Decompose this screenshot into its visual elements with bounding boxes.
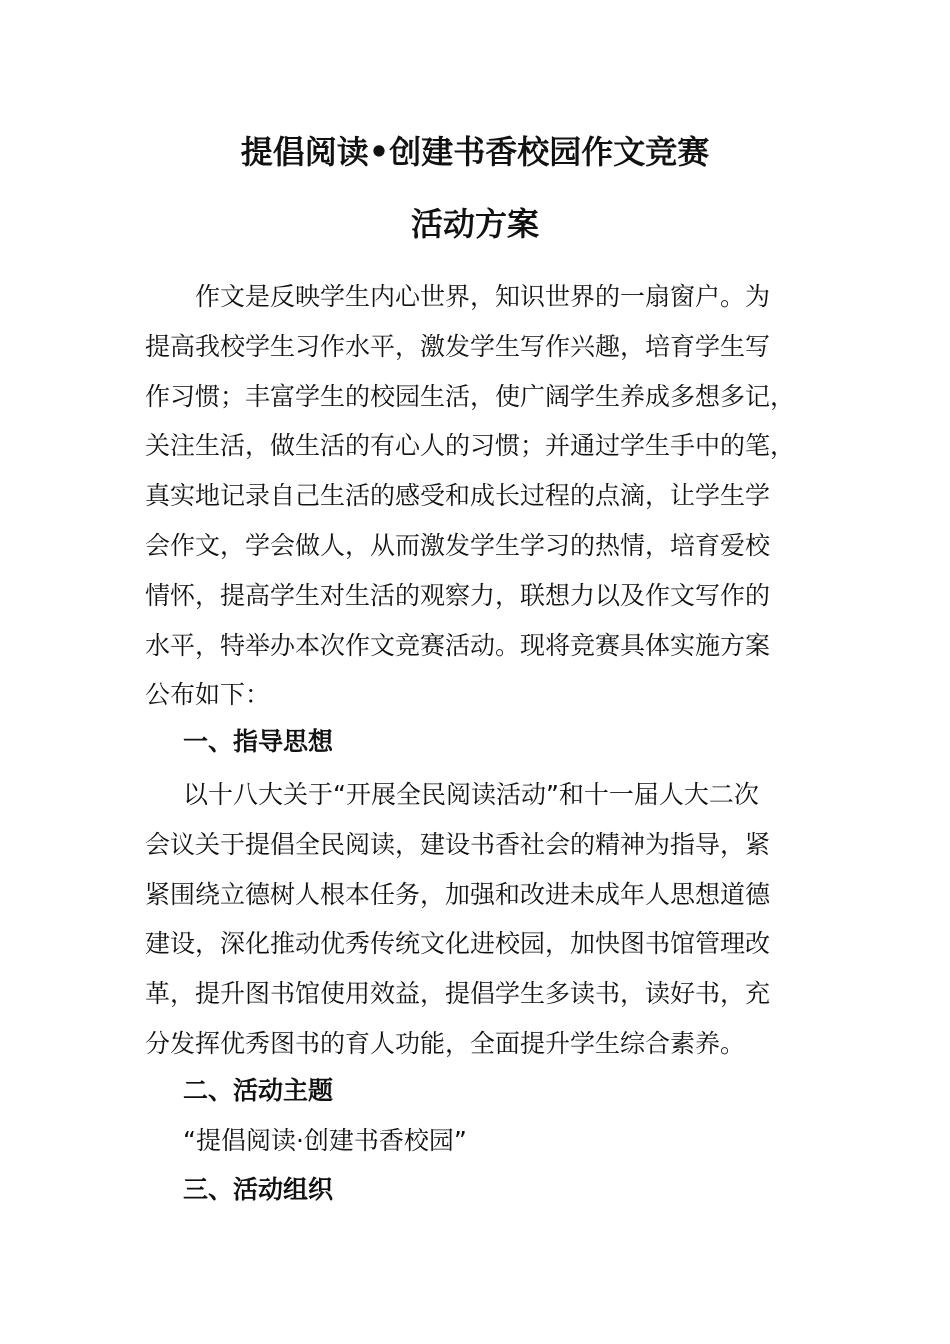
paragraph-line: 分发挥优秀图书的育人功能，全面提升学生综合素养。 [145,1028,746,1058]
paragraph-line: 革，提升图书馆使用效益，提倡学生多读书，读好书，充 [145,979,771,1009]
paragraph-line: 紧围绕立德树人根本任务，加强和改进未成年人思想道德 [145,879,771,909]
paragraph-line: 建设，深化推动优秀传统文化进校园，加快图书馆管理改 [145,929,771,959]
paragraph-line: 以十八大关于“开展全民阅读活动”和十一届人大二次 [183,780,759,809]
intro-paragraph [145,272,805,720]
paragraph-line: 水平，特举办本次作文竞赛活动。现将竞赛具体实施方案 [145,630,771,660]
paragraph-line: 提高我校学生习作水平，激发学生写作兴趣，培育学生写 [145,331,771,361]
paragraph-line: 真实地记录自己生活的感受和成长过程的点滴，让学生学 [145,481,771,511]
document-title-line1: 提倡阅读•创建书香校园作文竞赛 [240,133,710,171]
section1-paragraph [145,770,805,1069]
section-heading-guiding-thought: 一、指导思想 [183,727,334,756]
paragraph-line: 情怀，提高学生对生活的观察力，联想力以及作文写作的 [145,580,771,610]
section-heading-activity-organization: 三、活动组织 [183,1175,334,1204]
section-heading-activity-theme: 二、活动主题 [183,1076,334,1105]
document-title-line2: 活动方案 [410,205,539,243]
paragraph-line: 会议关于提倡全民阅读，建设书香社会的精神为指导，紧 [145,829,771,859]
paragraph-line: 公布如下： [145,680,271,710]
paragraph-line: 会作文，学会做人，从而激发学生学习的热情，培育爱校 [145,530,771,560]
paragraph-line: 作习惯；丰富学生的校园生活，使广阔学生养成多想多记， [145,381,796,411]
paragraph-line: 作文是反映学生内心世界，知识世界的一扇窗户。为 [195,282,771,311]
activity-theme-text: “提倡阅读·创建书香校园” [183,1126,467,1155]
paragraph-line: 关注生活，做生活的有心人的习惯；并通过学生手中的笔， [145,431,796,461]
